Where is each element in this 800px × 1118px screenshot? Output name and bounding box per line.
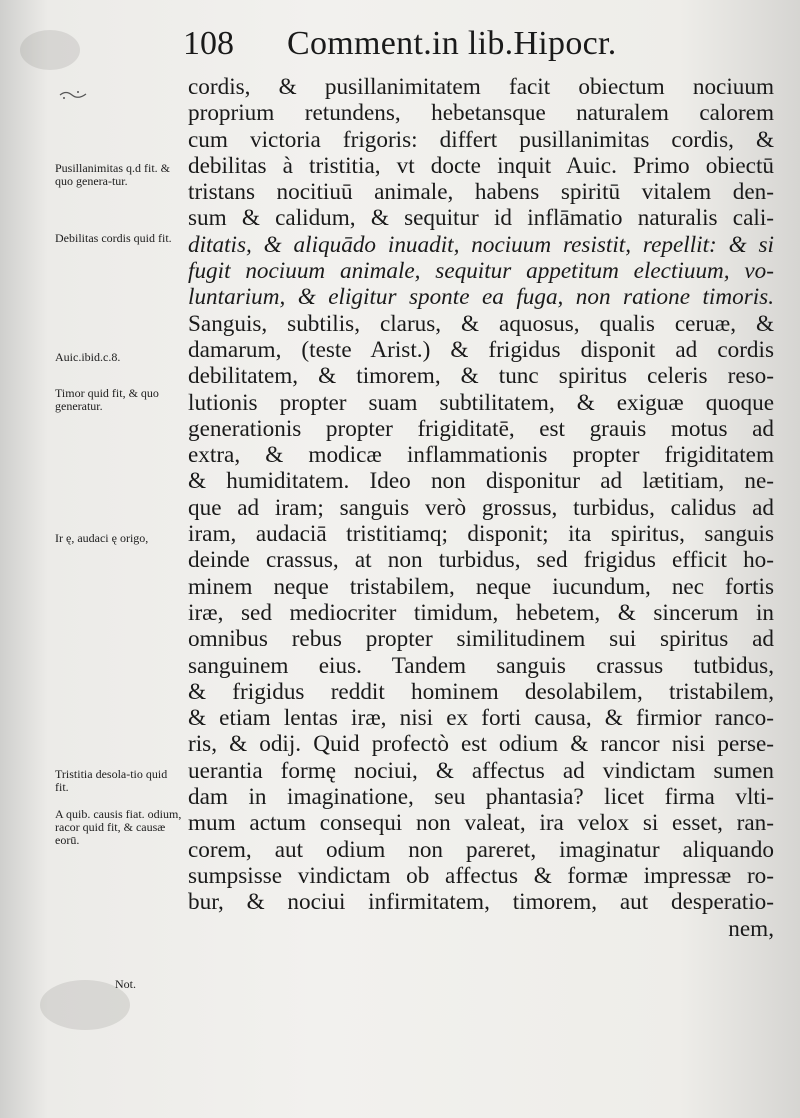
text-line: fugit nociuum animale, sequitur appetitum electiuum, vo- bbox=[188, 258, 774, 285]
margin-note: Pusillanimitas q.d fit. & quo genera-tur. bbox=[55, 161, 171, 188]
margin-note: Debilitas cordis quid fit. bbox=[55, 231, 172, 245]
text-line: Sanguis, subtilis, clarus, & aquosus, qualis ceruæ, & bbox=[188, 310, 774, 337]
text-line: extra, & modicæ inflammationis propter frigiditatem bbox=[188, 442, 774, 469]
text-line: & humiditatem. Ideo non disponitur ad lætitiam, ne- bbox=[188, 468, 774, 495]
margin-note: Ir ę, audaci ę origo, bbox=[55, 531, 149, 545]
text-line: lutionis propter suam subtilitatem, & exiguæ quoque bbox=[188, 389, 774, 416]
running-title: Comment.in lib.Hipocr. bbox=[287, 25, 617, 62]
text-line: nem, bbox=[728, 915, 774, 942]
margin-note: Timor quid fit, & quo generatur. bbox=[55, 386, 159, 413]
page-number: 108 bbox=[183, 25, 234, 62]
margin-note: Auic.ibid.c.8. bbox=[55, 350, 121, 364]
text-line: ris, & odij. Quid profectò est odium & rancor nisi perse- bbox=[188, 731, 774, 758]
text-line: minem neque tristabilem, neque iucundum, nec fortis bbox=[188, 573, 774, 600]
text-line: que ad iram; sanguis verò grossus, turbidus, calidus ad bbox=[188, 494, 774, 521]
text-line: cum victoria frigoris: differt pusillanimitas cordis, & bbox=[188, 126, 774, 153]
text-line: iram, audaciā tristitiamq; disponit; ita spiritus, sanguis bbox=[188, 521, 774, 548]
text-line: tristans nocitiuū animale, habens spiritū vitalem den- bbox=[188, 179, 774, 206]
text-line: mum actum consequi non valeat, ira velox si esset, ran- bbox=[188, 810, 774, 837]
ornament-icon bbox=[58, 88, 88, 102]
text-line: dam in imaginatione, seu phantasia? licet firma vlti- bbox=[188, 784, 774, 811]
text-line: sum & calidum, & sequitur id inflāmatio naturalis cali- bbox=[188, 205, 774, 232]
margin-note: A quib. causis fiat. odium, racor quid fit, & causæ eorū. bbox=[55, 807, 182, 847]
text-line: damarum, (teste Arist.) & frigidus disponit ad cordis bbox=[188, 336, 774, 363]
margin-note: Not. bbox=[115, 977, 136, 991]
body-text bbox=[188, 74, 774, 942]
text-line: sanguinem eius. Tandem sanguis crassus tutbidus, bbox=[188, 652, 774, 679]
text-line: omnibus rebus propter similitudinem sui spiritus ad bbox=[188, 626, 774, 653]
text-line: sumpsisse vindictam ob affectus & formæ impressæ ro- bbox=[188, 862, 774, 889]
text-line: iræ, sed mediocriter timidum, hebetem, & sincerum in bbox=[188, 599, 774, 626]
text-line: debilitas à tristitia, vt docte inquit Auic. Primo obiectū bbox=[188, 152, 774, 179]
margin-note: Tristitia desola-tio quid fit. bbox=[55, 767, 168, 794]
page-header bbox=[183, 22, 743, 66]
text-line: generationis propter frigiditatē, est grauis motus ad bbox=[188, 415, 774, 442]
text-line: luntarium, & eligitur sponte ea fuga, non ratione timoris. bbox=[188, 284, 774, 311]
text-line: cordis, & pusillanimitatem facit obiectum nociuum bbox=[188, 74, 774, 100]
text-line: uerantia formę nociui, & affectus ad vindictam sumen bbox=[188, 757, 774, 784]
text-line: corem, aut odium non pareret, imaginatur aliquando bbox=[188, 836, 774, 863]
text-line: & frigidus reddit hominem desolabilem, tristabilem, bbox=[188, 678, 774, 705]
text-line: bur, & nociui infirmitatem, timorem, aut desperatio- bbox=[188, 889, 774, 916]
text-line: debilitatem, & timorem, & tunc spiritus celeris reso- bbox=[188, 363, 774, 390]
text-line: ditatis, & aliquādo inuadit, nociuum resistit, repellit: & si bbox=[188, 231, 774, 258]
text-line: deinde crassus, at non turbidus, sed frigidus efficit ho- bbox=[188, 547, 774, 574]
text-line: proprium retundens, hebetansque naturalem calorem bbox=[188, 100, 774, 127]
text-line: & etiam lentas iræ, nisi ex forti causa, & firmior ranco- bbox=[188, 705, 774, 732]
paper-stain bbox=[20, 30, 80, 70]
